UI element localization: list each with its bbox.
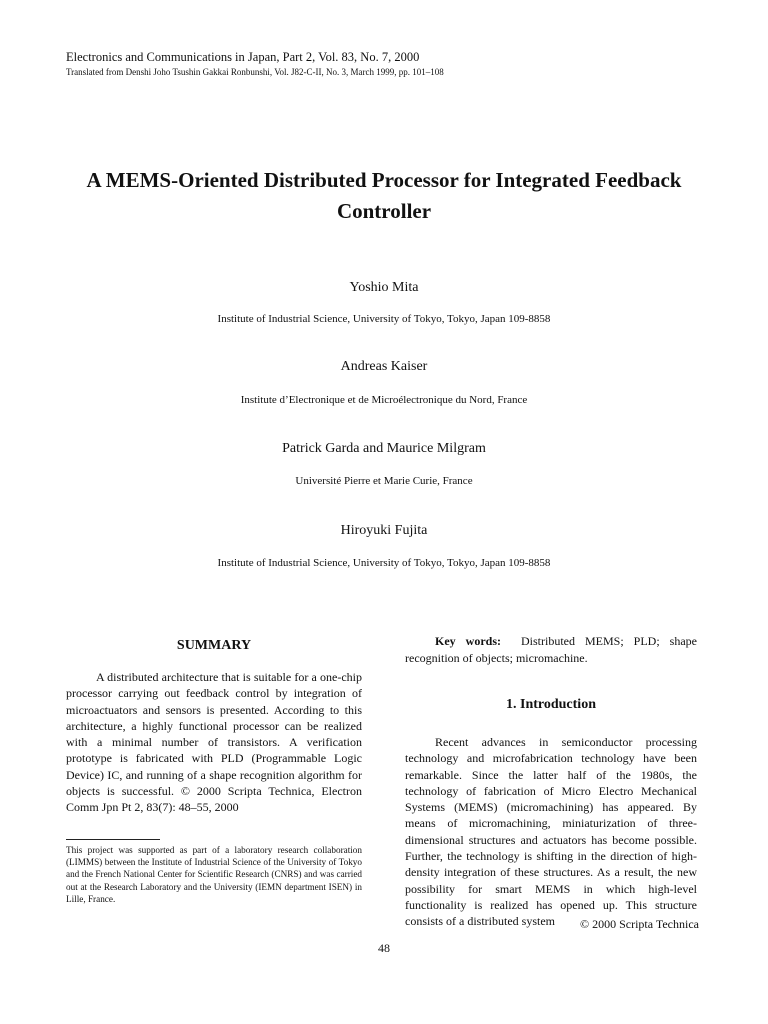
paper-title: A MEMS-Oriented Distributed Processor for Integrated Feedback Controller bbox=[86, 168, 682, 223]
footnote-divider bbox=[66, 839, 160, 840]
keywords bbox=[405, 633, 697, 666]
author-name: Yoshio Mita bbox=[349, 280, 419, 295]
page-number: 48 bbox=[378, 941, 390, 955]
introduction-text bbox=[405, 734, 697, 930]
summary-paragraph: A distributed architecture that is suitable for a one-chip processor carrying out feedback control by integration of microactuators and sensors is presented. According to this architecture, a highly functional processor can be realized with a minimal number of transistors. A verification prototype is fabricated with PLD (Programmable Logic Device) IC, and running of a shape recognition algorithm for objects is successful. © 2000 Scripta Technica, Electron Comm Jpn Pt 2, 83(7): 48–55, 2000 bbox=[66, 670, 362, 815]
author-name: Patrick Garda and Maurice Milgram bbox=[282, 441, 486, 456]
author-affiliation: Institute of Industrial Science, University of Tokyo, Tokyo, Japan 109-8858 bbox=[217, 313, 551, 325]
footnote: This project was supported as part of a laboratory research collaboration (LIMMS) between the Institute of Industrial Science of the University of Tokyo and the French National Center for Scientific Research (CNRS) and was carried out at the Research Laboratory and the University (IEMN department ISEN) in Lille, France. bbox=[66, 845, 362, 904]
journal-citation: Electronics and Communications in Japan, Part 2, Vol. 83, No. 7, 2000 bbox=[66, 50, 420, 64]
section-heading-introduction: 1. Introduction bbox=[506, 697, 596, 712]
summary-heading: SUMMARY bbox=[176, 638, 252, 653]
author-name: Hiroyuki Fujita bbox=[340, 523, 428, 538]
keywords-label: Key words: bbox=[435, 634, 501, 648]
author-name: Andreas Kaiser bbox=[340, 359, 428, 374]
introduction-paragraph: Recent advances in semiconductor processing technology and microfabrication technology have been remarkable. Since the latter half of the 1980s, the technology of fabrication of Micro Electro Mechanical Systems (MEMS) (micromachining) has appeared. By means of micromachining, miniaturization of three-dimensional structures and actuators has become possible. Further, the technology is shifting in the direction of high-density integration of these structures. As a result, the new possibility for smart MEMS in which high-level functionality is realized has opened up. This structure consists of a distributed system bbox=[405, 735, 697, 929]
author-affiliation: Institute d’Electronique et de Microélectronique du Nord, France bbox=[240, 394, 528, 406]
summary-text bbox=[66, 669, 362, 816]
translation-source: Translated from Denshi Joho Tsushin Gakkai Ronbunshi, Vol. J82-C-II, No. 3, March 1999, pp. 101–108 bbox=[66, 67, 444, 77]
copyright-notice: © 2000 Scripta Technica bbox=[579, 917, 699, 931]
author-affiliation: Institute of Industrial Science, University of Tokyo, Tokyo, Japan 109-8858 bbox=[217, 557, 551, 569]
author-affiliation: Université Pierre et Marie Curie, France bbox=[295, 475, 473, 487]
keywords-text: Distributed MEMS; PLD; shape recognition of objects; micromachine. bbox=[405, 634, 697, 665]
